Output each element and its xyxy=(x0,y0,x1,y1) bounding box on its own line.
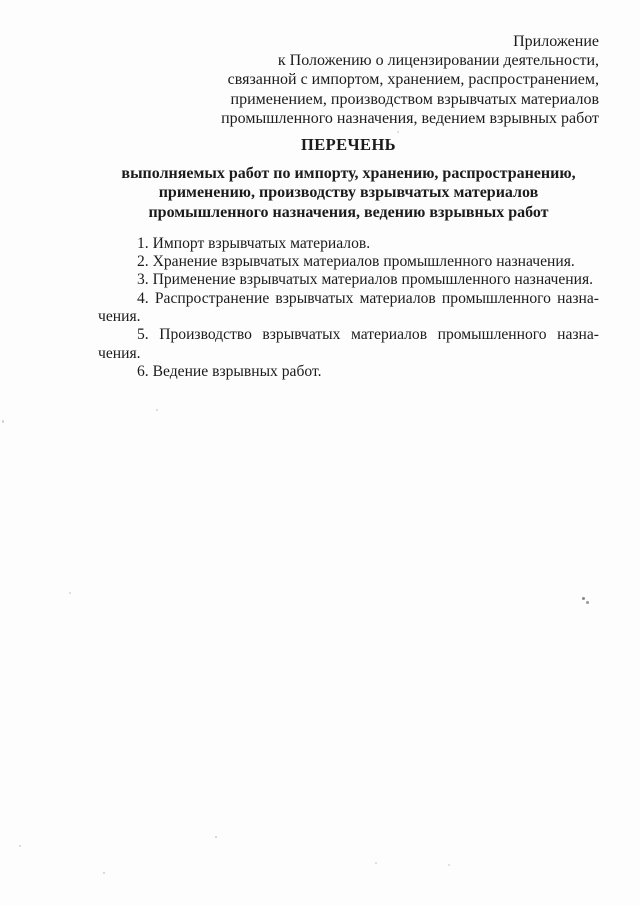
appendix-line-1: Приложение xyxy=(513,33,599,50)
list-item-4-continuation: чения. xyxy=(98,308,141,326)
scan-speckle xyxy=(156,409,158,411)
scan-speckle xyxy=(69,592,71,594)
scan-speckle xyxy=(586,601,589,604)
appendix-line-4: применением, производством взрывчатых материалов xyxy=(230,90,599,108)
scan-speckle xyxy=(448,864,450,866)
list-item-3: 3. Применение взрывчатых материалов промышленного назначения. xyxy=(137,271,594,289)
scan-speckle xyxy=(375,862,377,864)
appendix-line-3: связанной с импортом, хранением, распространением, xyxy=(227,71,599,89)
subtitle-line-2: применению, производству взрывчатых материалов xyxy=(158,184,539,202)
document-subtitle xyxy=(98,164,599,222)
scan-speckle xyxy=(582,597,585,600)
subtitle-line-3: промышленного назначения, ведению взрывных работ xyxy=(148,203,549,221)
list-item-1: 1. Импорт взрывчатых материалов. xyxy=(137,234,371,252)
scan-speckle xyxy=(2,420,4,423)
appendix-note xyxy=(98,32,599,128)
appendix-line-5: промышленного назначения, ведением взрывных работ xyxy=(221,109,599,127)
works-list xyxy=(98,235,599,381)
list-item-5: 5. Производство взрывчатых материалов промышленного назна- xyxy=(137,326,599,344)
scan-speckle xyxy=(19,845,21,847)
list-item-6: 6. Ведение взрывных работ. xyxy=(137,362,322,380)
list-item-5-continuation: чения. xyxy=(98,344,141,362)
appendix-line-2: к Положению о лицензировании деятельности, xyxy=(277,52,599,70)
list-item-4: 4. Распространение взрывчатых материалов промышленного назна- xyxy=(137,289,599,307)
scan-speckle xyxy=(397,131,399,133)
list-item-2: 2. Хранение взрывчатых материалов промышленного назначения. xyxy=(137,253,575,271)
scan-speckle xyxy=(215,836,217,838)
document-title: ПЕРЕЧЕНЬ xyxy=(301,135,396,155)
subtitle-line-1: выполняемых работ по импорту, хранению, распространению, xyxy=(121,165,576,183)
scan-speckle xyxy=(103,872,105,874)
